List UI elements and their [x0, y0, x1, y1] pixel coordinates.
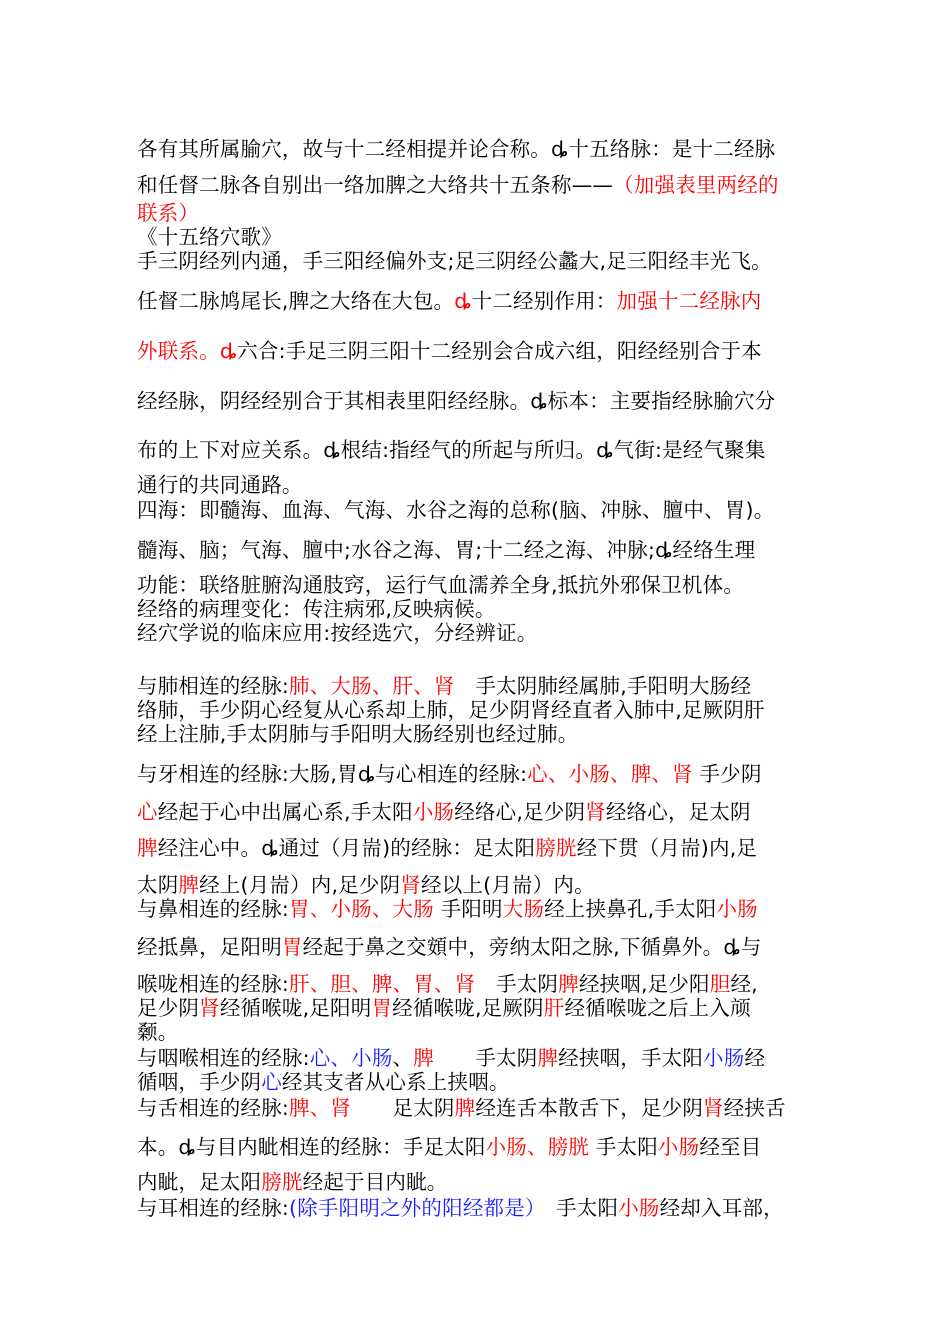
text-run: 经经脉，阴经经别合于其相表里阳经经脉。ȡ标本：主要指经脉腧穴分 — [137, 389, 776, 413]
text-line — [137, 722, 578, 746]
highlight-red: 肾 — [703, 1096, 724, 1120]
text-line — [137, 438, 766, 462]
text-run: 四海：即髓海、血海、气海、水谷之海的总称(脑、冲脉、膻中、胃)。 — [137, 498, 775, 522]
highlight-red: 脾 — [178, 873, 200, 897]
text-run: 《十五络穴歌》 — [137, 225, 282, 249]
text-run: 足太阴 — [351, 1096, 455, 1120]
highlight-red: 胆 — [709, 972, 731, 996]
highlight-red: 小肠 — [618, 1196, 660, 1220]
text-line — [137, 897, 758, 921]
text-run: 经 — [744, 1046, 766, 1070]
highlight-red: 脾 — [454, 1096, 476, 1120]
text-run: 手阳明 — [433, 897, 503, 921]
text-line — [137, 289, 761, 313]
text-line — [137, 201, 199, 225]
text-run: 经, — [730, 972, 758, 996]
text-line — [137, 1135, 761, 1159]
text-line — [137, 573, 744, 597]
text-line — [137, 762, 762, 786]
text-run: 功能：联络脏腑沟通肢窍，运行气血濡养全身,抵抗外邪保卫机体。 — [137, 573, 745, 597]
text-run: 经起于鼻之交頞中，旁纳太阳之脉,下循鼻外。ȡ与 — [302, 935, 762, 959]
highlight-red: 小肠 — [657, 1135, 700, 1159]
highlight-red: 心、小肠、脾、肾 — [527, 762, 693, 786]
text-run: 络肺，手少阴心经复从心系却上肺，足少阴肾经直者入肺中,足厥阴肝 — [137, 698, 765, 722]
highlight-red: 脾 — [137, 836, 158, 860]
text-run: 经络心,足少阴 — [454, 800, 586, 824]
text-run: 、 — [392, 1046, 414, 1070]
highlight-red: 膀胱 — [535, 836, 577, 860]
text-run: 髓海、脑；气海、膻中;水谷之海、胃;十二经之海、冲脉;ȡ经络生理 — [137, 538, 756, 562]
text-line — [137, 698, 765, 722]
text-run: 六合:手足三阴三阳十二经别会合成六组，阳经经别合于本 — [237, 339, 762, 363]
text-run: 内眦，足太阳 — [137, 1170, 262, 1194]
text-run: 足少阴 — [137, 996, 200, 1020]
text-line — [137, 1096, 786, 1120]
text-run: 经注心中。ȡ通过（月耑)的经脉：足太阳 — [157, 836, 536, 860]
text-run: 经下贯（月耑)内,足 — [576, 836, 758, 860]
text-run: 十二经别作用： — [471, 289, 617, 313]
text-line — [137, 996, 751, 1020]
text-run: 喉咙相连的经脉: — [137, 972, 290, 996]
text-run: 太阴 — [137, 873, 179, 897]
highlight-red: 胃、小肠、大肠 — [289, 897, 434, 921]
text-run: 经却入耳部， — [659, 1196, 784, 1220]
text-line — [137, 1020, 178, 1044]
text-line — [137, 538, 755, 562]
highlight-red: 外联系。 — [137, 339, 220, 363]
highlight-red: 肾 — [199, 996, 220, 1020]
text-line — [137, 1070, 510, 1094]
text-run: 经抵鼻，足阳明 — [137, 935, 282, 959]
text-run: 经挟咽，手太阳 — [558, 1046, 704, 1070]
text-run: 经以上(月耑）内。 — [421, 873, 595, 897]
text-run: 经上(月耑）内,足少阴 — [199, 873, 401, 897]
text-run: 经其支者从心系上挟咽。 — [281, 1070, 510, 1094]
text-line — [137, 137, 775, 161]
highlight-red: 肝、胆、脾、胃、肾 — [289, 972, 476, 996]
text-run: 手太阳 — [589, 1135, 658, 1159]
text-run: 布的上下对应关系。ȡ根结:指经气的所起与所归。ȡ气街:是经气聚集 — [137, 438, 766, 462]
text-run: 手太阴肺经属肺,手阳明大肠经 — [454, 674, 752, 698]
highlight-red: 胃 — [281, 935, 303, 959]
text-run: 手太阳 — [535, 1196, 619, 1220]
text-run: 经挟咽,足少阳 — [578, 972, 710, 996]
text-line — [137, 173, 779, 197]
highlight-red: 肾 — [400, 873, 422, 897]
text-run: 经络的病理变化：传注病邪,反映病候。 — [137, 597, 496, 621]
text-run: 手少阴 — [692, 762, 762, 786]
text-line — [137, 597, 496, 621]
text-line — [137, 800, 751, 824]
highlight-blue: 心、小肠 — [309, 1046, 393, 1070]
highlight-red: ȡ — [219, 339, 238, 363]
text-run: 通行的共同通路。 — [137, 473, 303, 497]
highlight-red: 脾、肾 — [289, 1096, 352, 1120]
text-line — [137, 1196, 784, 1220]
text-line — [137, 972, 758, 996]
highlight-red: 大肠 — [502, 897, 545, 921]
highlight-blue: 小肠 — [703, 1046, 745, 1070]
text-run: 经至目 — [699, 1135, 762, 1159]
text-run: 经循喉咙,足厥阴 — [392, 996, 544, 1020]
text-run: 与耳相连的经脉: — [137, 1196, 290, 1220]
highlight-red: 肺、大肠、肝、肾 — [289, 674, 455, 698]
text-line — [137, 621, 537, 645]
highlight-red: 肝 — [543, 996, 565, 1020]
text-line — [137, 1170, 448, 1194]
text-run: 经上挟鼻孔,手太阳 — [544, 897, 717, 921]
text-run: 手三阴经列内通，手三阳经偏外支;足三阴经公蠡大,足三阳经丰光飞。 — [137, 249, 772, 273]
text-line — [137, 836, 757, 860]
text-run: 各有其所属腧穴，故与十二经相提并论合称。ȡ十五络脉：是十二经脉 — [137, 137, 776, 161]
highlight-red: 脾 — [537, 1046, 559, 1070]
text-line — [137, 225, 282, 249]
highlight-red: 脾 — [558, 972, 579, 996]
text-run: 手太阴 — [475, 972, 559, 996]
text-run: 和任督二脉各自别出一络加脾之大络共十五条称—— — [137, 173, 614, 197]
text-run: 经上注肺,手太阴肺与手阳明大肠经别也经过肺。 — [137, 722, 579, 746]
text-run: 循咽，手少阴 — [137, 1070, 262, 1094]
highlight-red: 胃 — [371, 996, 393, 1020]
text-run: 经起于目内眦。 — [302, 1170, 448, 1194]
highlight-blue: 心 — [261, 1070, 282, 1094]
text-run: 经络心，足太阴 — [605, 800, 751, 824]
text-line — [137, 1046, 765, 1070]
text-line — [137, 389, 775, 413]
highlight-red: 小肠、膀胱 — [485, 1135, 590, 1159]
text-run: 经挟舌 — [723, 1096, 786, 1120]
text-run: 与鼻相连的经脉: — [137, 897, 290, 921]
highlight-blue: (除手阳明之外的阳经都是） — [289, 1196, 536, 1220]
highlight-red: 膀胱 — [261, 1170, 303, 1194]
highlight-red: 小肠 — [412, 800, 455, 824]
text-run: 与舌相连的经脉: — [137, 1096, 290, 1120]
text-run: 经起于心中出属心系,手太阳 — [157, 800, 413, 824]
text-line — [137, 249, 772, 273]
highlight-red: 小肠 — [716, 897, 758, 921]
highlight-red: 肾 — [585, 800, 606, 824]
highlight-red: 脾 — [413, 1046, 434, 1070]
highlight-red: 心 — [137, 800, 158, 824]
text-run: 与牙相连的经脉:大肠,胃ȡ与心相连的经脉: — [137, 762, 528, 786]
text-line — [137, 339, 762, 363]
text-run: 本。ȡ与目内眦相连的经脉：手足太阳 — [137, 1135, 486, 1159]
highlight-red: 加强十二经脉内 — [616, 289, 762, 313]
text-run: 经循喉咙,足阳明 — [219, 996, 372, 1020]
text-line — [137, 873, 595, 897]
text-run: 经连舌本散舌下，足少阴 — [475, 1096, 704, 1120]
text-run: 任督二脉鸠尾长,脾之大络在大包。 — [137, 289, 455, 313]
highlight-red: 联系） — [137, 201, 200, 225]
text-run: 与咽喉相连的经脉: — [137, 1046, 310, 1070]
text-line — [137, 674, 751, 698]
text-run: 与肺相连的经脉: — [137, 674, 290, 698]
text-line — [137, 473, 303, 497]
text-line — [137, 498, 774, 522]
highlight-red: ȡ — [454, 289, 472, 313]
text-run: 经穴学说的临床应用:按经选穴，分经辨证。 — [137, 621, 538, 645]
text-run: 经循喉咙之后上入颃 — [564, 996, 751, 1020]
text-line — [137, 935, 761, 959]
highlight-red: （加强表里两经的 — [613, 173, 779, 197]
text-run: 颡。 — [137, 1020, 179, 1044]
text-run: 手太阴 — [433, 1046, 538, 1070]
